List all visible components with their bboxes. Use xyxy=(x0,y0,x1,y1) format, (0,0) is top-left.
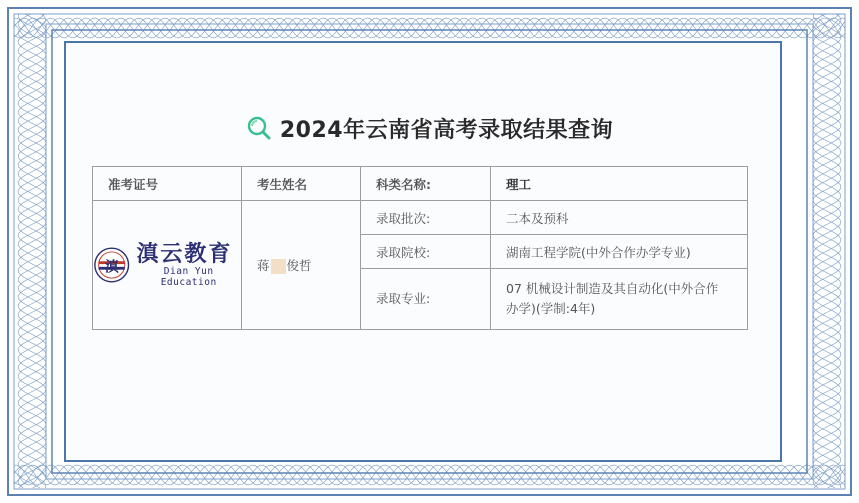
table-row xyxy=(93,201,748,235)
logo-chinese-name: 滇云教育 xyxy=(136,241,233,267)
exam-id-header: 准考证号 xyxy=(93,167,242,201)
school-label: 录取院校: xyxy=(361,235,491,269)
major-label: 录取专业: xyxy=(361,269,491,330)
search-icon xyxy=(246,115,272,141)
exam-id-cell xyxy=(93,201,242,330)
student-name-last: 俊哲 xyxy=(286,258,312,273)
table-header-row xyxy=(93,167,748,201)
admission-result-table xyxy=(92,166,748,330)
batch-value: 二本及预科 xyxy=(491,201,748,235)
category-label: 科类名称: xyxy=(361,167,491,201)
dianyun-logo xyxy=(93,242,241,288)
major-value: 07 机械设计制造及其自动化(中外合作办学)(学制:4年) xyxy=(491,269,748,330)
school-value: 湖南工程学院(中外合作办学专业) xyxy=(491,235,748,269)
redacted-char xyxy=(271,259,286,274)
batch-label: 录取批次: xyxy=(361,201,491,235)
student-name-cell xyxy=(242,201,361,330)
page-title: 2024年云南省高考录取结果查询 xyxy=(279,117,614,143)
category-value: 理工 xyxy=(491,167,748,201)
logo-english-name: Dian Yun Education xyxy=(160,266,217,288)
student-name-first: 蒋 xyxy=(257,258,270,273)
seal-glyph: 滇 xyxy=(104,259,119,276)
dianyun-seal-icon xyxy=(93,245,130,285)
page-header xyxy=(0,110,859,146)
student-name-header: 考生姓名 xyxy=(242,167,361,201)
